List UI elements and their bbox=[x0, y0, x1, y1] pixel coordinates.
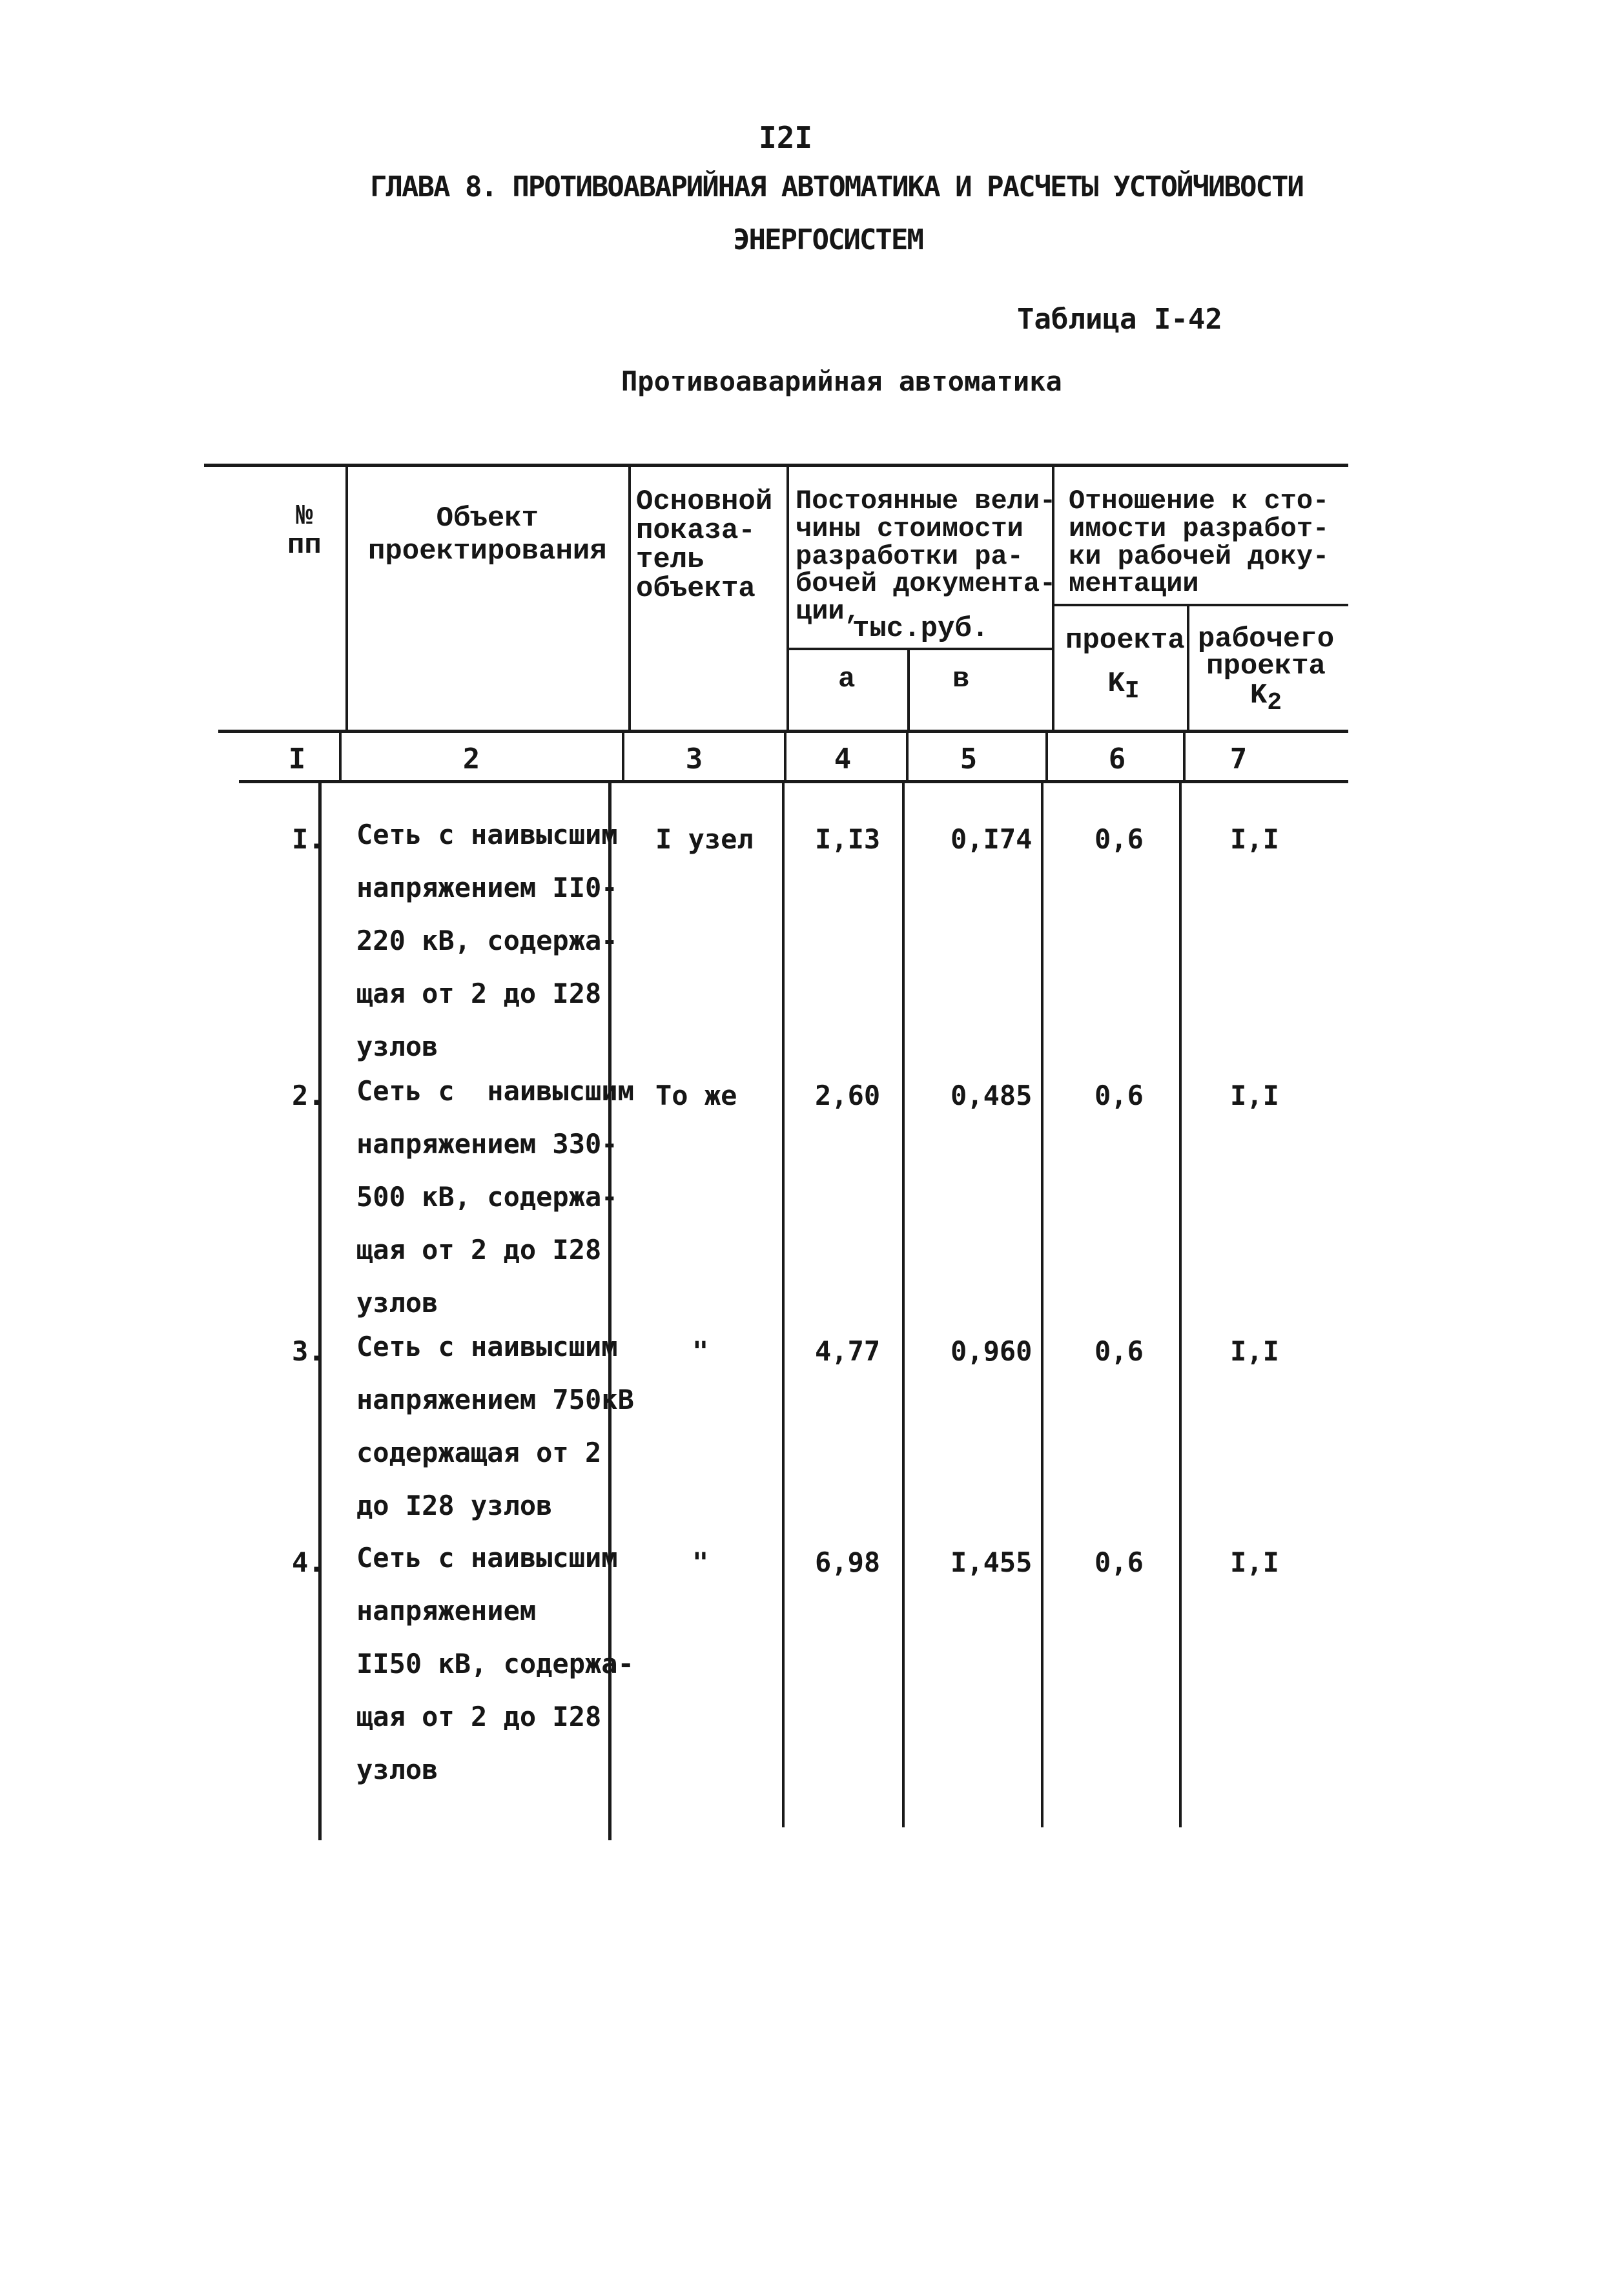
row-value-a: 2,60 bbox=[815, 1080, 881, 1111]
vrule-col2-col3-head bbox=[628, 464, 631, 732]
colnum-bottom-rule bbox=[239, 780, 1348, 783]
row-value-a: 4,77 bbox=[815, 1335, 881, 1367]
header-sub-rule-k bbox=[1053, 604, 1348, 606]
colnum-6: 6 bbox=[1108, 743, 1126, 775]
row-indicator: I узел bbox=[655, 823, 754, 855]
vrule-col4-col5-head bbox=[907, 648, 910, 732]
vrule-num-2 bbox=[622, 730, 624, 781]
chapter-title-continuation: ЭНЕРГОСИСТЕМ bbox=[733, 223, 923, 256]
colnum-2: 2 bbox=[462, 743, 480, 775]
vrule-body-3 bbox=[782, 781, 785, 1827]
row-k2: I,I bbox=[1230, 1080, 1279, 1111]
row-k1: 0,6 bbox=[1095, 823, 1144, 855]
row-indicator: " bbox=[692, 1546, 709, 1578]
header-row-number: № пп bbox=[287, 500, 322, 562]
colnum-1: I bbox=[288, 743, 306, 775]
colnum-5: 5 bbox=[960, 743, 978, 775]
vrule-body-1 bbox=[318, 781, 322, 1840]
table-top-rule bbox=[204, 464, 1348, 467]
header-cost-unit: тыс.руб. bbox=[852, 613, 989, 645]
vrule-num-6 bbox=[1183, 730, 1186, 781]
colnum-3: 3 bbox=[685, 743, 703, 775]
colnum-7: 7 bbox=[1229, 743, 1248, 775]
row-value-b: 0,I74 bbox=[951, 823, 1033, 855]
vrule-col6-col7-head bbox=[1187, 604, 1189, 732]
k1-symbol: K bbox=[1107, 667, 1125, 700]
row-k2: I,I bbox=[1230, 823, 1279, 855]
vrule-col3-col4-head bbox=[786, 464, 789, 732]
row-value-a: I,I3 bbox=[815, 823, 881, 855]
row-number: I. bbox=[292, 823, 325, 855]
row-k1: 0,6 bbox=[1095, 1546, 1144, 1578]
row-object: Сеть с наивысшим напряжением II0- 220 кВ, содержа- щая от 2 до I28 узлов bbox=[356, 819, 618, 1062]
header-col-working-project-label: рабочего проекта bbox=[1197, 623, 1335, 683]
header-col-a: а bbox=[838, 663, 856, 695]
vrule-num-4 bbox=[906, 730, 909, 781]
header-cost-group: Постоянные вели- чины стоимости разработки ра- бочей документа- ции, bbox=[796, 486, 1056, 628]
row-indicator: То же bbox=[655, 1080, 737, 1111]
header-bottom-rule bbox=[218, 730, 1348, 733]
chapter-title: ГЛАВА 8. ПРОТИВОАВАРИЙНАЯ АВТОМАТИКА И РАСЧЕТЫ УСТОЙЧИВОСТИ bbox=[370, 170, 1303, 203]
k2-subscript: 2 bbox=[1267, 688, 1282, 717]
row-indicator: " bbox=[692, 1335, 709, 1367]
row-object: Сеть с наивысшим напряжением 750кВ содержащая от 2 до I28 узлов bbox=[356, 1331, 634, 1521]
vrule-body-4 bbox=[902, 781, 905, 1827]
header-ratio-group: Отношение к сто- имости разработ- ки рабочей доку- ментации bbox=[1069, 486, 1330, 600]
row-k2: I,I bbox=[1230, 1335, 1279, 1367]
row-number: 2. bbox=[292, 1080, 325, 1111]
vrule-body-6 bbox=[1179, 781, 1182, 1827]
vrule-num-3 bbox=[784, 730, 786, 781]
header-indicator: Основной показа- тель объекта bbox=[636, 486, 773, 605]
row-value-b: 0,960 bbox=[951, 1335, 1033, 1367]
header-col-b: в bbox=[952, 663, 970, 695]
header-object: Объект проектирования bbox=[368, 502, 607, 568]
row-object: Сеть с наивысшим напряжением II50 кВ, содержа- щая от 2 до I28 узлов bbox=[356, 1542, 634, 1785]
page-number: I2I bbox=[759, 120, 813, 155]
header-sub-rule-ab bbox=[786, 648, 1053, 650]
vrule-num-1 bbox=[339, 730, 342, 781]
k2-symbol: K bbox=[1249, 679, 1268, 712]
header-col-working-project bbox=[1193, 623, 1339, 717]
header-col-project bbox=[1065, 624, 1185, 705]
row-value-b: 0,485 bbox=[951, 1080, 1033, 1111]
row-value-a: 6,98 bbox=[815, 1546, 881, 1578]
row-k1: 0,6 bbox=[1095, 1335, 1144, 1367]
row-object: Сеть с наивысшим напряжением 330- 500 кВ, содержа- щая от 2 до I28 узлов bbox=[356, 1075, 634, 1319]
row-k2: I,I bbox=[1230, 1546, 1279, 1578]
table-label: Таблица I-42 bbox=[1017, 303, 1222, 336]
vrule-body-5 bbox=[1041, 781, 1043, 1827]
colnum-4: 4 bbox=[834, 743, 852, 775]
row-number: 3. bbox=[292, 1335, 325, 1367]
table-title: Противоаварийная автоматика bbox=[621, 365, 1062, 397]
header-col-project-label: проекта bbox=[1065, 624, 1185, 657]
vrule-col1-col2-head bbox=[345, 464, 348, 732]
vrule-num-5 bbox=[1045, 730, 1048, 781]
k1-subscript: I bbox=[1124, 677, 1140, 705]
row-value-b: I,455 bbox=[951, 1546, 1033, 1578]
row-number: 4. bbox=[292, 1546, 325, 1578]
row-k1: 0,6 bbox=[1095, 1080, 1144, 1111]
